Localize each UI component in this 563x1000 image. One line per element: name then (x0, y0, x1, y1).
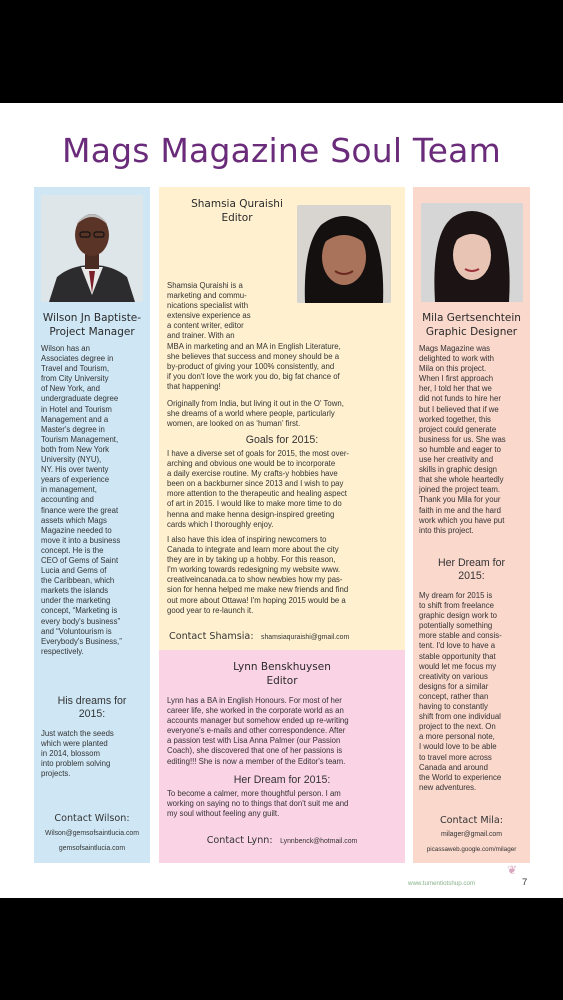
mila-bio (419, 344, 529, 536)
shamsia-goals-1 (167, 449, 401, 530)
text-line: a daily exercise routine. My crafts-y hobbies have (167, 469, 338, 479)
text-line: Thank you Mila for your (419, 495, 501, 505)
text-line: Management and a (41, 414, 109, 424)
text-line: I'm working towards redesigning my website www. (167, 565, 341, 575)
shamsia-name (167, 197, 307, 225)
text-line: Editor (221, 212, 253, 224)
text-line: skills in graphic design (419, 465, 498, 475)
text-line: into problem solving (41, 759, 111, 769)
wilson-name (34, 311, 150, 339)
text-line: move it into a business (41, 535, 121, 545)
text-line: everyone's e-mails and other correspondence. After (167, 726, 346, 736)
text-line: and “Voluntourism is (41, 626, 112, 636)
text-line: Everybody's Business,” (41, 636, 122, 646)
text-line: the Caribbean, which (41, 576, 115, 586)
text-line: University (NYU), (41, 455, 102, 465)
shamsia-bio-wide (167, 342, 401, 392)
lynn-dream-heading: Her Dream for 2015: (233, 774, 331, 786)
shamsia-contact-heading: Contact Shamsia: (169, 631, 254, 642)
text-line: henna and make henna design-inspired greeting (167, 509, 335, 519)
text-line: sion for henna helped me make new friends and find (167, 585, 349, 595)
lynn-dream (167, 789, 401, 819)
text-line: years of experience (41, 475, 110, 485)
text-line: Travel and Tourism, (41, 364, 110, 374)
text-line: Her Dream for (437, 557, 506, 569)
text-line: that happening! (167, 382, 221, 392)
text-line: arching and obvious one would be to incorporate (167, 459, 336, 469)
wilson-dreams-heading (34, 695, 150, 721)
text-line: a passion test with Lisa Anna Palmer (our Passion (167, 736, 341, 746)
text-line: assets which Mags (41, 515, 107, 525)
magazine-page (0, 103, 563, 898)
lynn-column (159, 650, 405, 863)
text-line: concept. He is the (41, 545, 104, 555)
butterfly-icon: ❦ (507, 863, 518, 877)
text-line: creativity on various (419, 671, 488, 681)
text-line: Originally from India, but living it out in the O' Town, (167, 399, 344, 408)
text-line: marketing and commu- (167, 291, 247, 301)
portrait-illustration (297, 205, 391, 303)
portrait-illustration (41, 195, 143, 302)
text-line: she believes that success and money should be a (167, 352, 340, 362)
text-line: more stable and consis- (419, 631, 502, 641)
text-line: Project Manager (49, 326, 135, 338)
text-line: designs for a similar (419, 681, 489, 691)
lynn-contact-heading: Contact Lynn: (206, 835, 273, 846)
mila-contact-web[interactable]: picassaweb.google.com/milager (426, 846, 517, 853)
text-line: every body's business” (41, 616, 121, 626)
text-line: To become a calmer, more thoughtful person. I am (167, 789, 341, 798)
text-line: of art in 2015. I would like to make more time to do (167, 499, 342, 509)
text-line: and trainer. With an (167, 331, 235, 341)
shamsia-goals-2 (167, 535, 401, 616)
wilson-contact-heading: Contact Wilson: (54, 813, 130, 824)
text-line: accounts manager but somehow ended up re-writing (167, 716, 349, 726)
text-line: concept, “Marketing is (41, 606, 118, 616)
text-line: working on saying no to things that don't suit me and (167, 799, 349, 809)
wilson-contact-email[interactable]: Wilson@gemsofsaintlucia.com (45, 830, 139, 837)
text-line: Graphic Designer (425, 326, 518, 338)
mila-column (413, 187, 530, 863)
text-line: having to constantly (419, 702, 488, 712)
shamsia-goals-heading: Goals for 2015: (245, 434, 319, 446)
wilson-dreams (41, 729, 147, 779)
text-line: finance were the great (41, 505, 119, 515)
text-line: stable opportunity that (419, 651, 496, 661)
text-line: of New York, and (41, 384, 100, 394)
text-line: the World to experience (419, 772, 502, 782)
text-line: that she whole heartedly (419, 475, 504, 485)
wilson-contact-web[interactable]: gemsofsaintlucia.com (58, 845, 126, 852)
text-line: good year to re-launch it. (167, 605, 254, 615)
text-line: so humble and eager to (419, 444, 501, 454)
text-line: respectively. (41, 646, 84, 656)
footer-url[interactable]: www.tumentiotshup.com (408, 880, 476, 887)
text-line: been on a backburner since 2013 and I wish to pay (167, 479, 344, 489)
text-line: I have a diverse set of goals for 2015, the most over- (167, 449, 350, 458)
text-line: concept, rather than (419, 691, 489, 701)
mila-contact-email[interactable]: milager@gmail.com (441, 831, 502, 838)
text-line: business for us. She was (419, 434, 506, 444)
text-line: in Hotel and Tourism (41, 404, 112, 414)
text-line: more attention to the therapeutic and healing aspect (167, 489, 347, 499)
shamsia-photo (297, 205, 391, 303)
text-line: in 2014, blossom (41, 749, 100, 759)
text-line: 2015: (78, 708, 106, 720)
lynn-bio (167, 696, 401, 767)
mila-dream-heading (413, 557, 530, 583)
text-line: potentially something (419, 621, 493, 631)
text-line: When I first approach (419, 374, 494, 384)
text-line: I would love to be able (419, 742, 497, 752)
text-line: delighted to work with (419, 354, 494, 364)
text-line: to travel more across (419, 752, 492, 762)
text-line: work which you have put (419, 515, 505, 525)
text-line: His dreams for (57, 695, 127, 707)
mila-contact-heading: Contact Mila: (439, 815, 504, 826)
text-line: project to the next. On (419, 722, 496, 732)
text-line: would let me focus my (419, 661, 497, 671)
shamsia-contact-email[interactable]: shamsiaquraishi@gmail.com (261, 634, 350, 641)
text-line: joined the project team. (419, 485, 501, 495)
text-line: faith in me and the hard (419, 505, 501, 515)
text-line: MBA in marketing and an MA in English Literature, (167, 342, 341, 351)
text-line: by-product of giving your 100% consistently, and (167, 362, 335, 372)
text-line: 2015: (458, 570, 485, 582)
text-line: undergraduate degree (41, 394, 119, 404)
mila-name (413, 311, 530, 339)
text-line: my soul without feeling any guilt. (167, 809, 280, 819)
text-line: but I believed that if we (419, 404, 499, 414)
lynn-contact-email[interactable]: Lynnbenck@hotmail.com (280, 838, 358, 845)
text-line: did not funds to hire her (419, 394, 501, 404)
text-line: she dreams of a world where people, particularly (167, 409, 335, 419)
text-line: Mags Magazine was (419, 344, 491, 353)
text-line: Lynn has a BA in English Honours. For most of her (167, 696, 342, 705)
text-line: cards which I thoroughly enjoy. (167, 519, 274, 529)
text-line: Associates degree in (41, 354, 114, 364)
page-title: Mags Magazine Soul Team (62, 131, 501, 170)
text-line: shift from one individual (419, 712, 501, 722)
text-line: new adventures. (419, 782, 477, 792)
text-line: if you don't love the work you do, big fat chance of (167, 372, 340, 382)
text-line: from City University (41, 374, 109, 384)
text-line: CEO of Gems of Saint (41, 555, 119, 565)
text-line: out more about Ottawa! I'm hoping 2015 would be a (167, 595, 346, 605)
lynn-contact (159, 830, 405, 848)
portrait-illustration (421, 203, 523, 302)
text-line: Editor (266, 675, 298, 687)
text-line: markets the islands (41, 586, 109, 596)
text-line: Canada to integrate and learn more about the city (167, 545, 339, 555)
text-line: Coach), she discovered that one of her passions is (167, 746, 343, 756)
mila-dream (419, 591, 529, 793)
text-line: Lynn Benskhuysen (233, 661, 331, 673)
text-line: NY. His over twenty (41, 465, 109, 475)
text-line: graphic design work to (419, 611, 498, 621)
text-line: a content writer, editor (167, 321, 244, 331)
text-line: use her creativity and (419, 455, 494, 465)
text-line: extensive experience as (167, 311, 251, 321)
text-line: Lucia and Gems of (41, 566, 107, 576)
text-line: to shift from freelance (419, 601, 494, 611)
text-line: which were planted (41, 739, 108, 749)
text-line: her, I told her that we (419, 384, 492, 394)
lynn-name (159, 660, 405, 688)
text-line: Just watch the seeds (41, 729, 114, 738)
shamsia-bio-narrow (167, 281, 297, 342)
text-line: accounting and (41, 495, 94, 505)
shamsia-bio-origin (167, 399, 401, 429)
text-line: under the marketing (41, 596, 111, 606)
text-line: Mila Gertsenchtein (422, 312, 521, 324)
text-line: Shamsia Quraishi is a (167, 281, 243, 290)
text-line: worked together, this (419, 414, 491, 424)
text-line: career life, she worked in the corporate world as an (167, 706, 344, 716)
mila-photo (421, 203, 523, 302)
text-line: I also have this idea of inspiring newcomers to (167, 535, 327, 544)
text-line: into this project. (419, 525, 474, 535)
text-line: Master's degree in (41, 424, 105, 434)
text-line: Shamsia Quraishi (191, 198, 283, 210)
text-line: project could generate (419, 424, 497, 434)
text-line: nications specialist with (167, 301, 249, 311)
text-line: Canada and around (419, 762, 488, 772)
text-line: in management, (41, 485, 97, 495)
wilson-column (34, 187, 150, 863)
text-line: Wilson Jn Baptiste- (42, 312, 142, 324)
text-line: Wilson has an (41, 344, 90, 353)
text-line: Magazine needed to (41, 525, 112, 535)
shamsia-contact (169, 626, 403, 644)
text-line: My dream for 2015 is (419, 591, 493, 600)
text-line: projects. (41, 769, 71, 779)
text-line: tent. I'd love to have a (419, 641, 496, 651)
text-line: editing!!! She is now a member of the Editor's team. (167, 756, 346, 766)
text-line: creativeincanada.ca to show newbies how my pas- (167, 575, 343, 585)
text-line: they are in by taking up a hobby. For this reason, (167, 555, 336, 565)
page-number: 7 (522, 877, 528, 888)
text-line: a more personal note, (419, 732, 495, 742)
wilson-bio (41, 344, 147, 657)
text-line: women, are looked on as ‘human’ first. (167, 419, 301, 429)
text-line: Mila on this project. (419, 364, 487, 374)
text-line: Tourism Management, (41, 434, 119, 444)
wilson-photo (41, 195, 143, 302)
text-line: both from New York (41, 444, 110, 454)
